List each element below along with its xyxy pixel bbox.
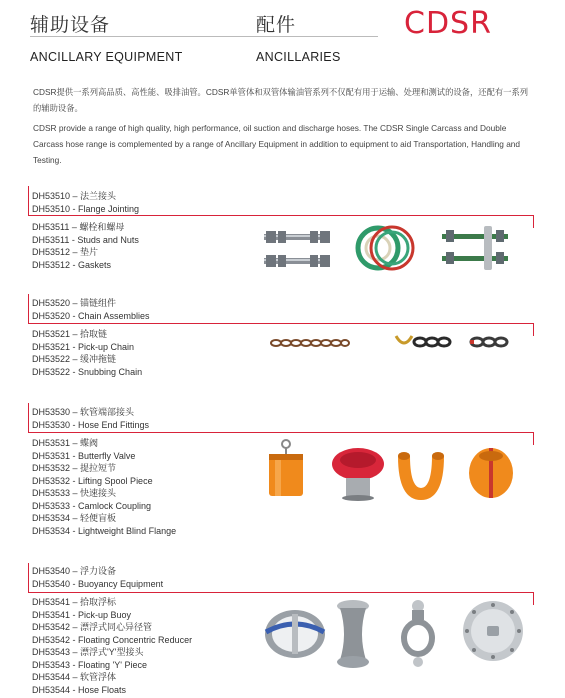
section-1 xyxy=(28,190,139,271)
list-item: DH53521 – 拾取链 xyxy=(32,329,108,339)
list-item: DH53522 – 缓冲拖链 xyxy=(32,354,117,364)
list-item: DH53511 – 螺栓和螺母 xyxy=(32,222,125,232)
section-2 xyxy=(28,297,150,378)
section-1-head-en: DH53510 - Flange Jointing xyxy=(32,204,140,214)
camlock-image xyxy=(400,598,436,668)
list-item: DH53511 - Studs and Nuts xyxy=(32,234,139,245)
header-divider xyxy=(30,36,378,37)
spool-piece-image xyxy=(336,598,370,670)
cdsr-logo: CDSR xyxy=(404,6,492,41)
section-3-head-en: DH53530 - Hose End Fittings xyxy=(32,420,150,430)
list-item: DH53534 – 轻便盲板 xyxy=(32,513,117,523)
snubbing-chain-image xyxy=(470,335,510,349)
pick-up-chain-image xyxy=(270,336,350,350)
list-item: DH53544 - Hose Floats xyxy=(32,684,127,695)
section-4 xyxy=(28,565,192,696)
section-4-bracket-right xyxy=(533,592,534,605)
list-item: DH53533 – 快速接头 xyxy=(32,488,117,498)
butterfly-valve-image xyxy=(262,606,328,662)
section-1-head-cn: DH53510 – 法兰接头 xyxy=(32,191,117,201)
section-2-head-cn: DH53520 – 锚链组件 xyxy=(32,298,117,308)
list-item: DH53532 – 提拉短节 xyxy=(32,463,117,473)
list-item: DH53542 - Floating Concentric Reducer xyxy=(32,634,193,645)
list-item: DH53541 - Pick-up Buoy xyxy=(32,609,132,620)
section-1-bracket-right xyxy=(533,215,534,228)
list-item: DH53512 - Gaskets xyxy=(32,259,112,270)
list-item: DH53541 – 拾取浮标 xyxy=(32,597,117,607)
spool-float-image xyxy=(330,446,386,500)
list-item: DH53532 - Lifting Spool Piece xyxy=(32,475,153,486)
chain-shackle-image xyxy=(392,332,457,352)
section-2-head-en: DH53520 - Chain Assemblies xyxy=(32,311,150,321)
intro-cn: CDSR提供一系列高品质、高性能、吸排油管。CDSR单管体和双管体输油管系列不仅配有用于运输、处理和测试的设备，还配有一系列的辅助设备。 xyxy=(33,87,529,113)
gaskets-image xyxy=(356,222,416,274)
list-item: DH53543 – 漂浮式'Y'型接头 xyxy=(32,647,144,657)
studs-and-nuts-image xyxy=(262,228,332,273)
list-item: DH53544 – 软管浮体 xyxy=(32,672,117,682)
list-item: DH53531 – 蝶阀 xyxy=(32,438,99,448)
section-4-head-cn: DH53540 – 浮力设备 xyxy=(32,566,117,576)
list-item: DH53533 - Camlock Coupling xyxy=(32,500,152,511)
float-collar-image xyxy=(265,438,307,500)
title-cn-left: 辅助设备 xyxy=(30,15,111,36)
list-item: DH53531 - Butterfly Valve xyxy=(32,450,136,461)
section-2-bracket-right xyxy=(533,323,534,336)
blind-flange-image xyxy=(462,600,524,662)
list-item: DH53534 - Lightweight Blind Flange xyxy=(32,525,177,536)
list-item: DH53512 – 垫片 xyxy=(32,247,99,257)
title-en-left: ANCILLARY EQUIPMENT xyxy=(30,50,183,64)
section-3-bracket-right xyxy=(533,432,534,445)
list-item: DH53542 – 漂浮式同心异径管 xyxy=(32,622,153,632)
section-3 xyxy=(28,406,176,537)
section-4-head-en: DH53540 - Buoyancy Equipment xyxy=(32,579,164,589)
split-float-image xyxy=(468,446,514,500)
flange-bolts-image xyxy=(440,224,510,274)
list-item: DH53522 - Snubbing Chain xyxy=(32,366,143,377)
list-item: DH53543 - Floating 'Y' Piece xyxy=(32,659,147,670)
intro-en: CDSR provide a range of high quality, high performance, oil suction and discharge hoses. The CDSR Single Carcass and Double Carcass hose range is complemented by a range of Ancillary Equipment in addition to equipment to aid Transportation, Handling and Testing. xyxy=(33,123,521,165)
u-float-image xyxy=(398,446,444,498)
section-3-head-cn: DH53530 – 软管端部接头 xyxy=(32,407,135,417)
title-cn-right: 配件 xyxy=(256,15,297,36)
list-item: DH53521 - Pick-up Chain xyxy=(32,341,135,352)
title-en-right: ANCILLARIES xyxy=(256,50,341,64)
